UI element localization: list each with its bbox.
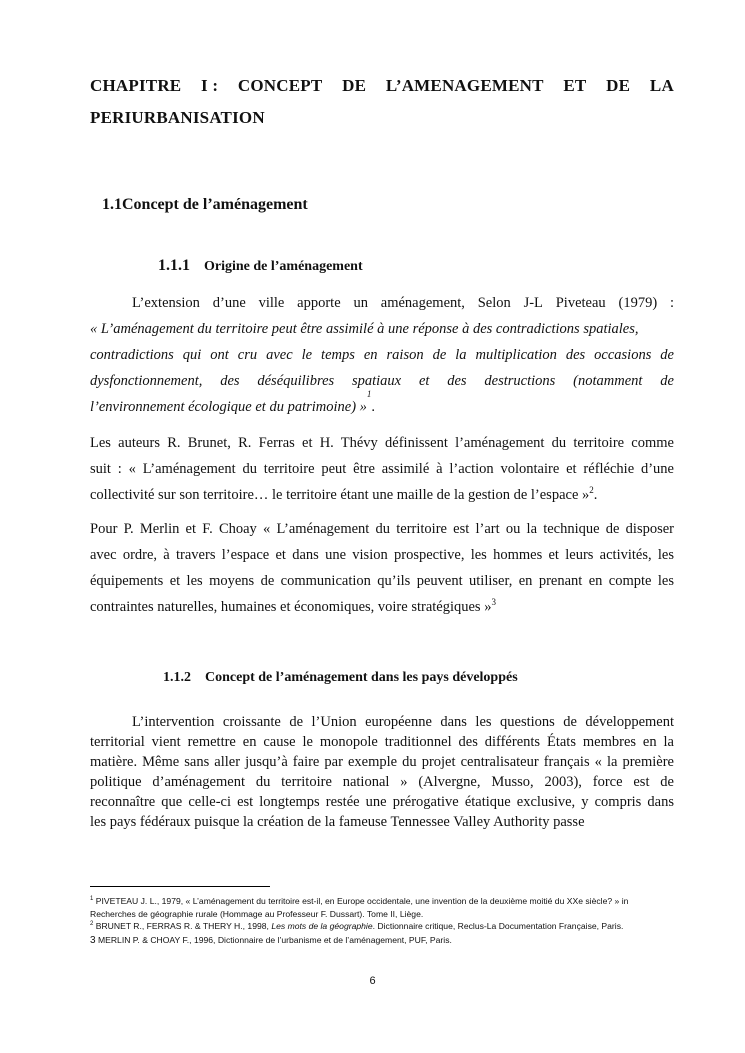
word: CONCEPT (237, 76, 323, 95)
paragraph-line: L’intervention croissante de l’Union européenne dans les questions de développement (132, 714, 674, 730)
word: Selon (477, 295, 511, 311)
paragraph-line (90, 368, 674, 394)
word: : (669, 295, 674, 311)
footnote-ref[interactable]: 3 (491, 597, 496, 608)
word: DE (606, 76, 631, 95)
paragraph-line: suit : « L’aménagement du territoire peut être assimilé à l’action volontaire et réfléchie d’une (90, 461, 674, 477)
footnote-1: $^1$ PIVETEAU J. L., 1979, « L’aménagement du territoire est-il, en Europe occidentale, une invention de la deuxième moitié du XXe siècle? » in Recherches de géographie rurale (Hommage au Professeur F. Dussart). Tome II, Liège. (90, 896, 629, 919)
footnote-2: $^2$ BRUNET R., FERRAS R. & THERY H., 1998, Les mots de la géographie. Dictionnaire critique, Reclus-La Documentation Française, Paris. (90, 921, 624, 931)
footnote-separator (90, 886, 270, 887)
chapter-title (90, 70, 674, 134)
paragraph-line: avec ordre, à travers l’espace et dans une vision prospective, les hommes et leurs activités, les (90, 547, 674, 563)
paragraph-line: collectivité sur son territoire… le territoire étant une maille de la gestion de l’espace »$^2$. (90, 485, 598, 503)
word: des (220, 373, 240, 389)
page-number: 6 (369, 975, 376, 987)
section-heading-1-1 (102, 196, 308, 214)
chapter-title-line2: PERIURBANISATION (90, 108, 265, 127)
section-title: Origine de l’aménagement (204, 259, 363, 274)
footnote-number: 1 (90, 896, 94, 903)
footnote-number: 2 (90, 921, 94, 928)
section-number: 1.1.1 (158, 257, 190, 274)
word: Piveteau (555, 295, 606, 311)
paragraph-line: Pour P. Merlin et F. Choay « L’aménagement du territoire est l’art ou la technique de disposer (90, 521, 674, 537)
word: et (418, 373, 430, 389)
word: ville (258, 295, 285, 311)
word: dysfonctionnement, (90, 373, 203, 389)
paragraph-line: l’environnement écologique et du patrimoine) » 1 . (90, 394, 674, 420)
word: spatiaux (351, 373, 402, 389)
word: (notamment (573, 373, 643, 389)
word: déséquilibres (257, 373, 335, 389)
section-heading-1-1-2 (163, 670, 518, 686)
footnote-number: 3 (90, 935, 96, 946)
word: un (353, 295, 368, 311)
paragraph-line: les pays fédéraux puisque la création de la fameuse Tennessee Valley Authority passe (90, 814, 585, 830)
paragraph-brunet (90, 430, 674, 508)
book-title: Les mots de la géographie (271, 921, 373, 931)
paragraph-line: contradictions qui ont cru avec le temps en raison de la multiplication des occasions de (90, 347, 674, 363)
section-title: Concept de l’aménagement (122, 196, 308, 213)
word: DE (342, 76, 367, 95)
footnote-ref[interactable]: 2 (589, 485, 594, 496)
word: d’une (212, 295, 246, 311)
paragraph-piveteau (90, 290, 674, 420)
word: apporte (297, 295, 341, 311)
paragraph-line: territorial vient remettre en cause le monopole traditionnel des différents États membres en la (90, 734, 674, 750)
footnote-ref[interactable]: 1 (366, 389, 372, 399)
section-number: 1.1 (102, 196, 122, 213)
word: aménagement, (380, 295, 465, 311)
word: destructions (484, 373, 556, 389)
word: LA (649, 76, 674, 95)
paragraph-line: contraintes naturelles, humaines et économiques, voire stratégiques »$^3$ (90, 597, 496, 615)
paragraph-union-europeenne (90, 712, 674, 832)
word: I : (201, 76, 219, 95)
word: des (447, 373, 467, 389)
word: (1979) (618, 295, 658, 311)
word: CHAPITRE (90, 76, 182, 95)
paragraph-line: Les auteurs R. Brunet, R. Ferras et H. Thévy définissent l’aménagement du territoire comme (90, 435, 674, 451)
section-title: Concept de l’aménagement dans les pays développés (205, 670, 518, 685)
paragraph-line: « L’aménagement du territoire peut être assimilé à une réponse à des contradictions spatiales, (90, 321, 639, 337)
word: L’extension (132, 295, 200, 311)
paragraph-line (90, 290, 674, 316)
section-number: 1.1.2 (163, 670, 191, 685)
word: J-L (523, 295, 543, 311)
section-heading-1-1-1 (158, 257, 363, 275)
word: ET (563, 76, 587, 95)
word: L’AMENAGEMENT (385, 76, 544, 95)
paragraph-merlin-choay (90, 516, 674, 620)
paragraph-line: politique d’aménagement du territoire national » (Alvergne, Musso, 2003), force est de (90, 774, 674, 790)
footnote-3: 3 MERLIN P. & CHOAY F., 1996, Dictionnaire de l’urbanisme et de l’aménagement, PUF, Paris. (90, 935, 452, 946)
word: de (660, 373, 674, 389)
paragraph-line: équipements et les moyens de communication qu’ils peuvent utiliser, en prenant en compte les (90, 573, 674, 589)
paragraph-line: reconnaître que celle-ci est longtemps restée une prérogative étatique exclusive, y compris dans (90, 794, 674, 810)
chapter-title-line1 (90, 70, 674, 102)
paragraph-line: matière. Même sans aller jusqu’à faire par exemple du projet centralisateur français « la première (90, 754, 674, 770)
